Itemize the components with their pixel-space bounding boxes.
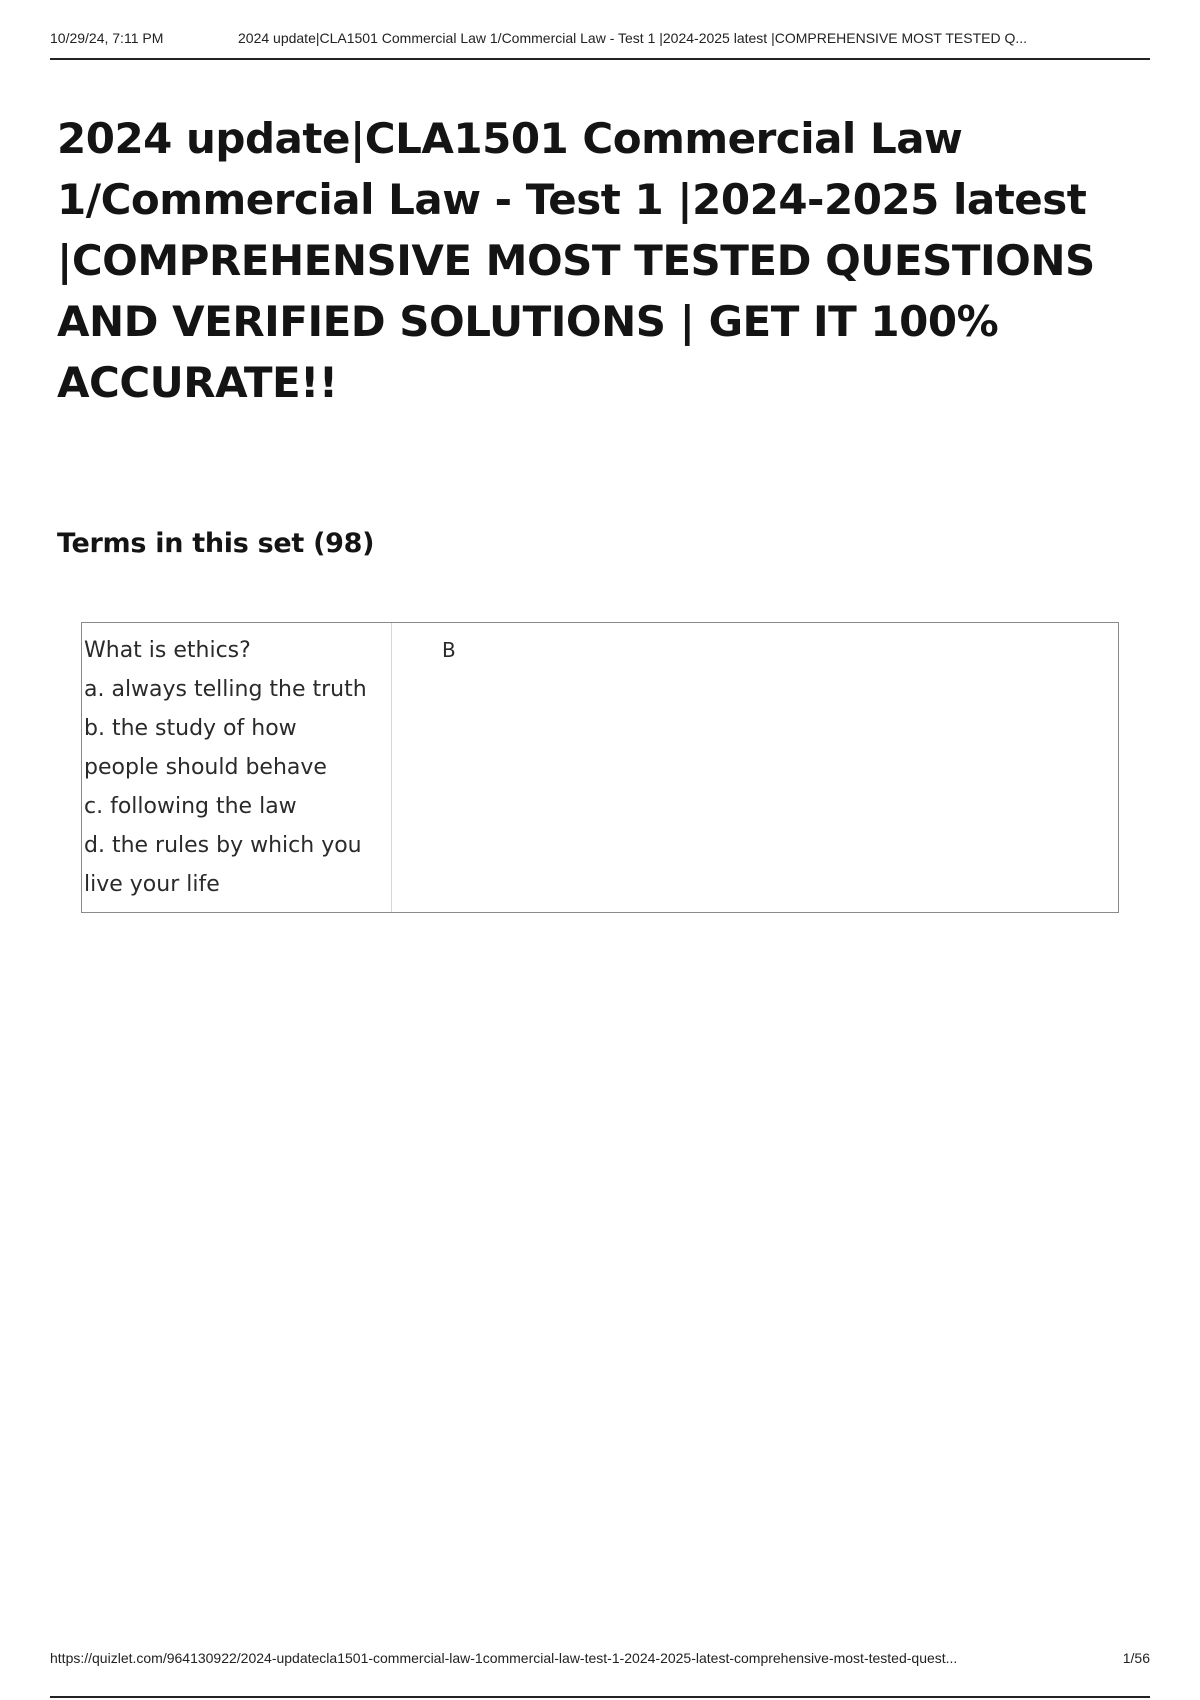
- flashcard-term: [82, 623, 392, 912]
- page-number: 1/56: [1122, 1650, 1150, 1666]
- term-line: c. following the law: [84, 794, 297, 819]
- term-line: d. the rules by which you: [84, 833, 362, 858]
- term-line: live your life: [84, 872, 220, 897]
- term-line: a. always telling the truth: [84, 677, 367, 702]
- term-line: What is ethics?: [84, 638, 251, 663]
- term-line: people should behave: [84, 755, 327, 780]
- terms-count-heading: Terms in this set (98): [57, 528, 375, 559]
- print-url: https://quizlet.com/964130922/2024-updatecla1501-commercial-law-1commercial-law-test-1-2024-2025-latest-comprehensive-most-tested-quest...: [50, 1650, 958, 1666]
- print-header: [50, 26, 1150, 60]
- flashcard: [81, 622, 1119, 913]
- flashcard-definition: B: [442, 638, 456, 662]
- term-line: b. the study of how: [84, 716, 297, 741]
- print-page-title: 2024 update|CLA1501 Commercial Law 1/Commercial Law - Test 1 |2024-2025 latest |COMPREHENSIVE MOST TESTED Q...: [238, 30, 1028, 46]
- print-datetime: 10/29/24, 7:11 PM: [50, 30, 164, 46]
- document-title: 2024 update|CLA1501 Commercial Law 1/Commercial Law - Test 1 |2024-2025 latest |COMPREHENSIVE MOST TESTED QUESTIONS AND VERIFIED SOLUTIONS | GET IT 100% ACCURATE!!: [57, 114, 1095, 407]
- footer-divider: [50, 1696, 1150, 1698]
